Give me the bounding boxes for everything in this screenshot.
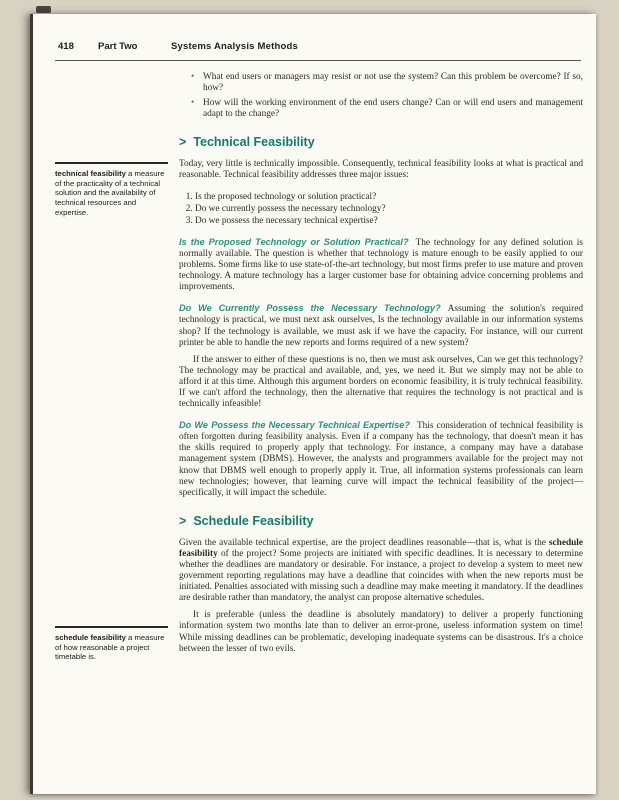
text-run: Assuming the solution's required technology is practical, we must next ask ourselves, Is the technology available in our information systems shop? If the technology is available, we must ask if we have the capacity. For instance, will our current printer be able to handle the new reports and forms required of a new system? <box>179 304 583 348</box>
scan-artifact <box>36 6 51 13</box>
page-header <box>58 41 576 52</box>
text-run: It is preferable (unless the deadline is absolutely mandatory) to deliver a properly functioning information system two months late than to deliver an error-prone, useless information system on time! While missing deadlines can be problematic, developing inadequate systems can be disastrous. It's a choice between the lesser of two evils. <box>179 610 583 654</box>
margin-definition: a measure of how reasonable a project timetable is. <box>55 633 165 662</box>
part-label: Part Two <box>98 41 138 52</box>
header-rule <box>55 60 581 61</box>
section-heading-text: Technical Feasibility <box>193 135 315 150</box>
text-run: If the answer to either of these questions is no, then we must ask ourselves, Can we get this technology? The technology may be practical and available, and, yes, we need it. But we simply may not be able to afford it at this time. Although this argument borders on economic feasibility, it is truly technical feasibility. If we can't afford the technology, then the alternative that requires the technology is not practical and is technically infeasible! <box>179 354 583 410</box>
text-run: of the project? Some projects are initiated with specific deadlines. It is necessary to determine whether the deadlines are mandatory or desirable. For instance, a project to develop a system to meet new government reporting regulations may have a deadline that coincides with when the new reports must be initiated. Penalties associated with missing such a deadline may make meeting it mandatory. If the deadlines are desirable rather than mandatory, the analyst can propose alternative schedules. <box>179 548 583 604</box>
heading-marker-icon: > <box>179 513 187 528</box>
text-run: This consideration of technical feasibility is often forgotten during feasibility analysis. Even if a company has the technology, that doesn't mean it has the skills required to properly apply that technology. For instance, a company may have a database management system (DBMS). However, the analysts and programmers available for the project may not know that DBMS well enough to properly apply it. True, all information systems professionals can learn new technologies; however, that learning curve will impact the technical feasibility of the project—specifically, it will impact the schedule. <box>179 421 583 498</box>
paragraph <box>179 420 583 499</box>
section-heading <box>179 135 583 150</box>
paragraph <box>179 610 583 654</box>
text-run: The technology for any defined solution is normally available. The question is whether that technology is mature enough to be easily applied to our problems. Some firms like to use state-of-the-art technology, but most firms prefer to use mature and proven technology. A mature technology has a larger customer base for obtaining advice concerning problems and improvements. <box>179 237 583 293</box>
numbered-item: 2. Do we currently possess the necessary technology? <box>195 204 583 215</box>
section-heading-text: Schedule Feasibility <box>193 513 314 528</box>
paragraph <box>179 538 583 605</box>
numbered-list <box>179 192 583 227</box>
margin-term: technical feasibility <box>55 169 126 178</box>
run-in-subheading: Is the Proposed Technology or Solution Practical? <box>179 236 409 247</box>
heading-marker-icon: > <box>179 135 187 150</box>
bullet-list <box>179 72 583 120</box>
margin-definition: a measure of the practicality of a technical solution and the availability of technical resources and expertise. <box>55 169 165 217</box>
margin-term: schedule feasibility <box>55 633 126 642</box>
book-page <box>30 14 596 794</box>
numbered-item: 1. Is the proposed technology or solution practical? <box>195 192 583 203</box>
text-run: schedule feasibility <box>179 537 583 559</box>
paragraph <box>179 159 583 181</box>
bullet-item: • How will the working environment of the end users change? Can or will end users and management adapt to the change? <box>203 98 583 120</box>
bullet-item: • What end users or managers may resist or not use the system? Can this problem be overcome? If so, how? <box>203 72 583 94</box>
running-title: Systems Analysis Methods <box>171 41 298 52</box>
page-number: 418 <box>58 41 74 52</box>
margin-note-schedule-feasibility <box>55 626 168 662</box>
section-heading <box>179 514 583 529</box>
numbered-item: 3. Do we possess the necessary technical expertise? <box>195 216 583 227</box>
paragraph <box>179 237 583 293</box>
run-in-subheading: Do We Currently Possess the Necessary Technology? <box>179 303 441 314</box>
margin-note-technical-feasibility <box>55 162 168 218</box>
main-column <box>179 72 583 665</box>
text-run: Given the available technical expertise, are the project deadlines reasonable—that is, what is the <box>179 537 549 548</box>
text-run: Today, very little is technically impossible. Consequently, technical feasibility looks at what is practical and reasonable. Technical feasibility addresses three major issues: <box>179 159 583 181</box>
paragraph <box>179 303 583 348</box>
paragraph <box>179 355 583 410</box>
run-in-subheading: Do We Possess the Necessary Technical Expertise? <box>179 420 410 431</box>
